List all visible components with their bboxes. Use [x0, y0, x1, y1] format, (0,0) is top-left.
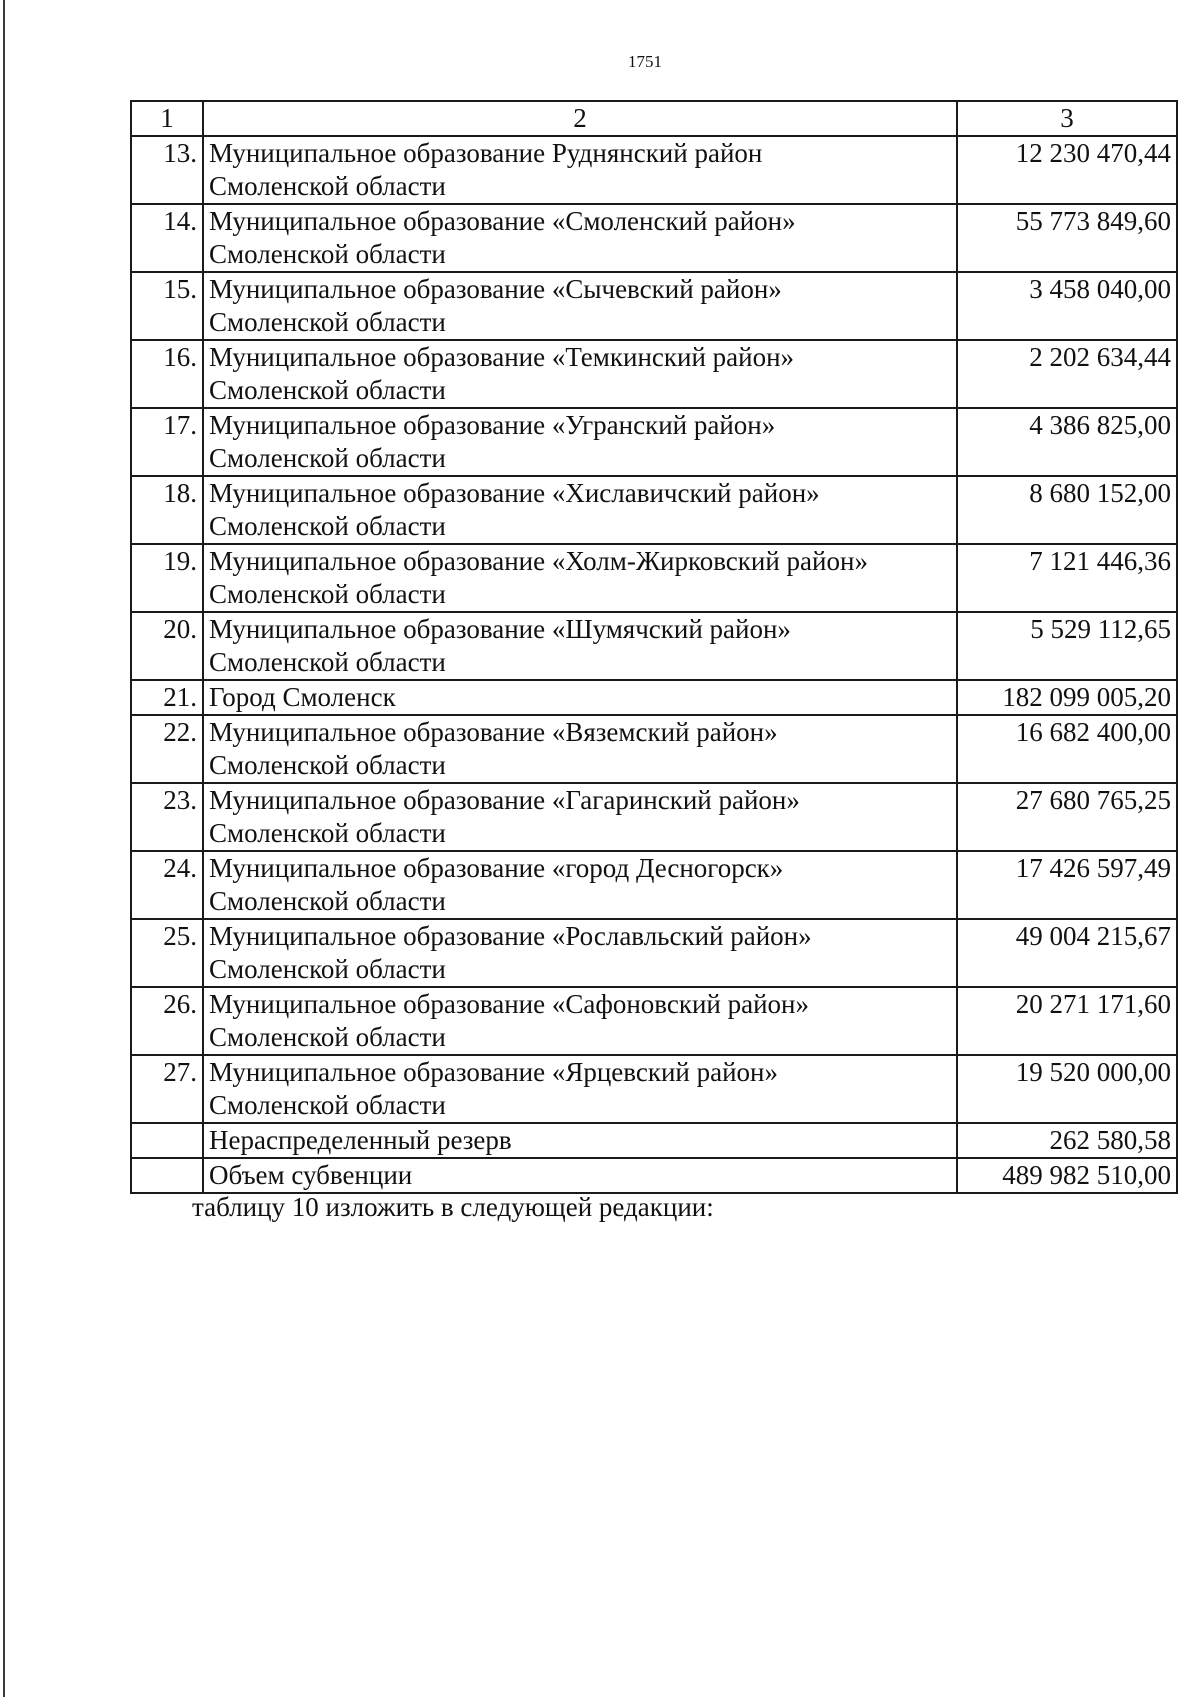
trailing-instruction: таблицу 10 изложить в следующей редакции: [192, 1192, 714, 1222]
municipality-name: Нераспределенный резерв [203, 1123, 957, 1158]
amount-value: 489 982 510,00 [957, 1158, 1177, 1193]
header-col-2: 2 [203, 101, 957, 136]
municipality-name: Муниципальное образование «Вяземский район» Смоленской области [203, 715, 957, 783]
table-body [131, 136, 1177, 1193]
header-row [131, 101, 1177, 136]
municipality-name: Муниципальное образование «город Десногорск» Смоленской области [203, 851, 957, 919]
table-row [131, 1123, 1177, 1158]
amount-value: 12 230 470,44 [957, 136, 1177, 204]
row-number: 16. [131, 340, 203, 408]
row-number: 15. [131, 272, 203, 340]
amount-value: 55 773 849,60 [957, 204, 1177, 272]
page-number: 1751 [628, 52, 662, 71]
amount-value: 7 121 446,36 [957, 544, 1177, 612]
table-row [131, 1158, 1177, 1193]
municipality-name: Муниципальное образование «Рославльский район» Смоленской области [203, 919, 957, 987]
municipality-name: Муниципальное образование «Сафоновский район» Смоленской области [203, 987, 957, 1055]
table-row [131, 851, 1177, 919]
table-header [131, 101, 1177, 136]
table-row [131, 340, 1177, 408]
municipality-name: Муниципальное образование «Темкинский район» Смоленской области [203, 340, 957, 408]
row-number: 21. [131, 680, 203, 715]
row-number: 17. [131, 408, 203, 476]
municipality-name: Объем субвенции [203, 1158, 957, 1193]
amount-value: 27 680 765,25 [957, 783, 1177, 851]
page-edge-line [3, 0, 5, 1697]
municipality-name: Муниципальное образование «Ярцевский район» Смоленской области [203, 1055, 957, 1123]
amount-value: 8 680 152,00 [957, 476, 1177, 544]
municipality-name: Муниципальное образование «Угранский район» Смоленской области [203, 408, 957, 476]
municipality-name: Муниципальное образование «Шумячский район» Смоленской области [203, 612, 957, 680]
row-number: 20. [131, 612, 203, 680]
municipality-name: Муниципальное образование «Гагаринский район» Смоленской области [203, 783, 957, 851]
table-row [131, 408, 1177, 476]
amount-value: 16 682 400,00 [957, 715, 1177, 783]
table-row [131, 783, 1177, 851]
row-number: 13. [131, 136, 203, 204]
amount-value: 20 271 171,60 [957, 987, 1177, 1055]
municipality-name: Муниципальное образование «Смоленский район» Смоленской области [203, 204, 957, 272]
row-number: 19. [131, 544, 203, 612]
table-row [131, 680, 1177, 715]
row-number: 18. [131, 476, 203, 544]
table-row [131, 1055, 1177, 1123]
row-number: 24. [131, 851, 203, 919]
row-number: 27. [131, 1055, 203, 1123]
row-number: 25. [131, 919, 203, 987]
row-number: 23. [131, 783, 203, 851]
row-number [131, 1123, 203, 1158]
amount-value: 182 099 005,20 [957, 680, 1177, 715]
row-number: 22. [131, 715, 203, 783]
table-row [131, 919, 1177, 987]
table-row [131, 544, 1177, 612]
municipality-name: Муниципальное образование Руднянский район Смоленской области [203, 136, 957, 204]
table-row [131, 715, 1177, 783]
row-number: 26. [131, 987, 203, 1055]
amount-value: 2 202 634,44 [957, 340, 1177, 408]
amount-value: 5 529 112,65 [957, 612, 1177, 680]
municipality-name: Муниципальное образование «Холм-Жирковский район» Смоленской области [203, 544, 957, 612]
amount-value: 49 004 215,67 [957, 919, 1177, 987]
amount-value: 4 386 825,00 [957, 408, 1177, 476]
amount-value: 262 580,58 [957, 1123, 1177, 1158]
amount-value: 3 458 040,00 [957, 272, 1177, 340]
header-col-3: 3 [957, 101, 1177, 136]
amount-value: 17 426 597,49 [957, 851, 1177, 919]
row-number: 14. [131, 204, 203, 272]
table-row [131, 476, 1177, 544]
municipality-name: Город Смоленск [203, 680, 957, 715]
table-row [131, 204, 1177, 272]
municipality-name: Муниципальное образование «Сычевский район» Смоленской области [203, 272, 957, 340]
table-row [131, 612, 1177, 680]
subvention-table [130, 100, 1178, 1194]
table-row [131, 272, 1177, 340]
municipality-name: Муниципальное образование «Хиславичский район» Смоленской области [203, 476, 957, 544]
amount-value: 19 520 000,00 [957, 1055, 1177, 1123]
table-row [131, 987, 1177, 1055]
header-col-1: 1 [131, 101, 203, 136]
table-row [131, 136, 1177, 204]
row-number [131, 1158, 203, 1193]
